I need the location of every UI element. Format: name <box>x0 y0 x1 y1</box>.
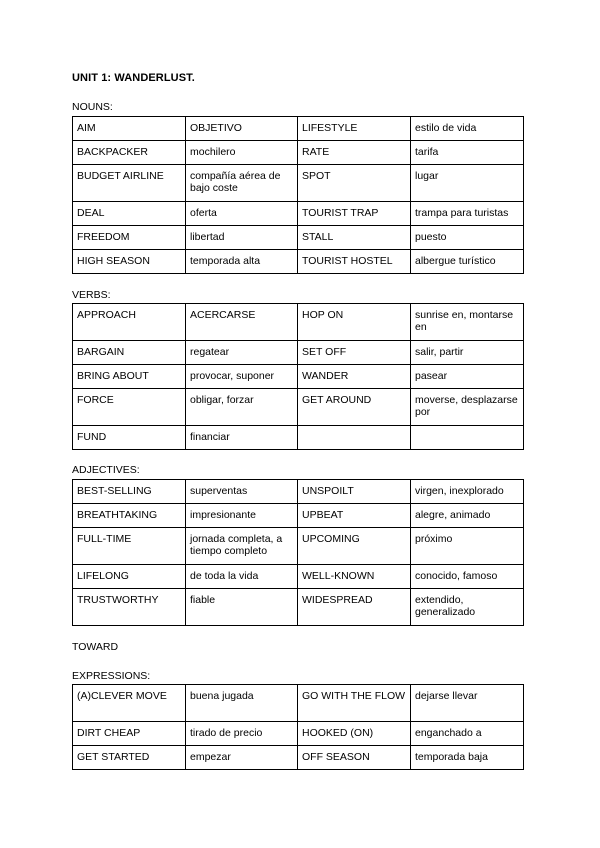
table-cell: BACKPACKER <box>73 141 186 165</box>
table-row <box>73 685 524 722</box>
table-cell: BUDGET AIRLINE <box>73 165 186 202</box>
table-cell: SPOT <box>298 165 411 202</box>
table-cell: FORCE <box>73 389 186 426</box>
table-cell: trampa para turistas <box>411 202 524 226</box>
table-row <box>73 746 524 770</box>
table-cell: jornada completa, a tiempo completo <box>186 528 298 565</box>
table-cell: GO WITH THE FLOW <box>298 685 411 722</box>
table-row <box>73 480 524 504</box>
table-cell: salir, partir <box>411 341 524 365</box>
table-cell: empezar <box>186 746 298 770</box>
table-cell: impresionante <box>186 504 298 528</box>
table-cell: HIGH SEASON <box>73 250 186 274</box>
adjectives-table <box>72 479 524 626</box>
adjectives-label: ADJECTIVES: <box>72 464 140 476</box>
table-cell: BRING ABOUT <box>73 365 186 389</box>
table-row <box>73 722 524 746</box>
table-cell: conocido, famoso <box>411 565 524 589</box>
table-cell: HOOKED (ON) <box>298 722 411 746</box>
table-cell: mochilero <box>186 141 298 165</box>
table-cell: SET OFF <box>298 341 411 365</box>
table-cell: albergue turístico <box>411 250 524 274</box>
table-cell: OFF SEASON <box>298 746 411 770</box>
table-cell: FULL-TIME <box>73 528 186 565</box>
table-cell: tirado de precio <box>186 722 298 746</box>
table-cell: regatear <box>186 341 298 365</box>
table-cell: FREEDOM <box>73 226 186 250</box>
table-cell: financiar <box>186 426 298 450</box>
table-cell: WIDESPREAD <box>298 589 411 626</box>
table-cell: RATE <box>298 141 411 165</box>
table-cell: GET AROUND <box>298 389 411 426</box>
table-cell: DIRT CHEAP <box>73 722 186 746</box>
table-row <box>73 202 524 226</box>
table-cell: alegre, animado <box>411 504 524 528</box>
table-row <box>73 504 524 528</box>
table-row <box>73 365 524 389</box>
table-cell: próximo <box>411 528 524 565</box>
table-row <box>73 589 524 626</box>
nouns-label: NOUNS: <box>72 101 113 113</box>
table-cell: moverse, desplazarse por <box>411 389 524 426</box>
table-cell: TRUSTWORTHY <box>73 589 186 626</box>
table-cell: ACERCARSE <box>186 304 298 341</box>
toward-text: TOWARD <box>72 641 119 653</box>
table-cell: pasear <box>411 365 524 389</box>
table-cell: extendido, generalizado <box>411 589 524 626</box>
table-cell: enganchado a <box>411 722 524 746</box>
table-cell: obligar, forzar <box>186 389 298 426</box>
table-cell: STALL <box>298 226 411 250</box>
table-cell: temporada baja <box>411 746 524 770</box>
table-cell: BARGAIN <box>73 341 186 365</box>
table-cell: superventas <box>186 480 298 504</box>
table-cell: buena jugada <box>186 685 298 722</box>
table-row <box>73 165 524 202</box>
table-cell: provocar, suponer <box>186 365 298 389</box>
table-cell: GET STARTED <box>73 746 186 770</box>
nouns-table <box>72 116 524 274</box>
table-cell: oferta <box>186 202 298 226</box>
table-cell: dejarse llevar <box>411 685 524 722</box>
table-cell: (A)CLEVER MOVE <box>73 685 186 722</box>
table-cell: UPBEAT <box>298 504 411 528</box>
table-cell: temporada alta <box>186 250 298 274</box>
table-row <box>73 426 524 450</box>
table-cell: UPCOMING <box>298 528 411 565</box>
table-cell <box>411 426 524 450</box>
expressions-table <box>72 684 524 770</box>
verbs-label: VERBS: <box>72 289 111 301</box>
table-cell: LIFESTYLE <box>298 117 411 141</box>
table-cell: FUND <box>73 426 186 450</box>
table-cell: WANDER <box>298 365 411 389</box>
table-cell: WELL-KNOWN <box>298 565 411 589</box>
table-cell: DEAL <box>73 202 186 226</box>
table-row <box>73 141 524 165</box>
table-cell: libertad <box>186 226 298 250</box>
table-cell: BEST-SELLING <box>73 480 186 504</box>
table-cell: APPROACH <box>73 304 186 341</box>
table-cell: puesto <box>411 226 524 250</box>
table-cell: fiable <box>186 589 298 626</box>
table-row <box>73 565 524 589</box>
table-cell: compañía aérea de bajo coste <box>186 165 298 202</box>
table-cell <box>298 426 411 450</box>
table-cell: AIM <box>73 117 186 141</box>
table-row <box>73 389 524 426</box>
table-row <box>73 528 524 565</box>
table-cell: LIFELONG <box>73 565 186 589</box>
table-cell: UNSPOILT <box>298 480 411 504</box>
table-row <box>73 341 524 365</box>
table-cell: virgen, inexplorado <box>411 480 524 504</box>
table-cell: BREATHTAKING <box>73 504 186 528</box>
table-cell: tarifa <box>411 141 524 165</box>
table-row <box>73 226 524 250</box>
table-row <box>73 117 524 141</box>
table-row <box>73 250 524 274</box>
table-cell: lugar <box>411 165 524 202</box>
table-cell: estilo de vida <box>411 117 524 141</box>
table-cell: sunrise en, montarse en <box>411 304 524 341</box>
table-cell: TOURIST TRAP <box>298 202 411 226</box>
page-title: UNIT 1: WANDERLUST. <box>72 72 195 84</box>
table-row <box>73 304 524 341</box>
table-cell: de toda la vida <box>186 565 298 589</box>
table-cell: TOURIST HOSTEL <box>298 250 411 274</box>
table-cell: OBJETIVO <box>186 117 298 141</box>
expressions-label: EXPRESSIONS: <box>72 670 151 682</box>
table-cell: HOP ON <box>298 304 411 341</box>
verbs-table <box>72 303 524 450</box>
